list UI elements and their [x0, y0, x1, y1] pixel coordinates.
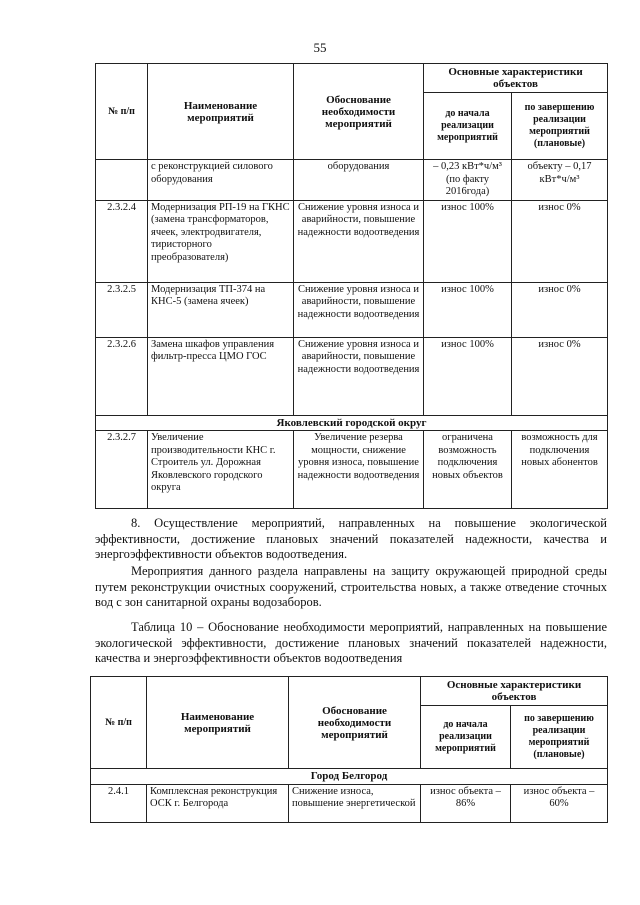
cell-justification: Снижение уровня износа и аварийности, повышение надежности водоотведения: [294, 282, 424, 337]
header-characteristics: Основные характеристики объектов: [421, 677, 608, 706]
cell-after: износ 0%: [512, 282, 608, 337]
cell-before: ограничена возможность подключения новых объектов: [424, 431, 512, 509]
cell-justification: Снижение уровня износа и аварийности, повышение надежности водоотведения: [294, 337, 424, 415]
cell-num: 2.3.2.4: [96, 200, 148, 282]
cell-after: износ объекта – 60%: [511, 784, 608, 822]
cell-justification: Увеличение резерва мощности, снижение уровня износа, повышение надежности водоотведения: [294, 431, 424, 509]
table-caption: Таблица 10 – Обоснование необходимости мероприятий, направленных на повышение экологической эффективности, достижение плановых значений показателей надежности, качества и энергоэффективности объектов водоотведения: [95, 620, 607, 665]
cell-num: 2.3.2.7: [96, 431, 148, 509]
cell-name: Модернизация ТП-374 на КНС-5 (замена ячеек): [148, 282, 294, 337]
cell-before: износ объекта – 86%: [421, 784, 511, 822]
table-row: [96, 431, 608, 509]
cell-after: износ 0%: [512, 200, 608, 282]
cell-justification: Снижение уровня износа и аварийности, повышение надежности водоотведения: [294, 200, 424, 282]
cell-after: возможность для подключения новых абонентов: [512, 431, 608, 509]
cell-name: Модернизация РП-19 на ГКНС (замена трансформаторов, ячеек, электродвигателя, тиристорного преобразователя): [148, 200, 294, 282]
header-after: по завершению реализации мероприятий (плановые): [512, 93, 608, 160]
header-justification: Обоснование необходимости мероприятий: [289, 677, 421, 769]
cell-name: Замена шкафов управления фильтр-пресса ЦМО ГОС: [148, 337, 294, 415]
cell-after: объекту – 0,17 кВт*ч/м³: [512, 160, 608, 201]
section-row: [91, 769, 608, 785]
header-before: до начала реализации мероприятий: [424, 93, 512, 160]
section-title: Яковлевский городской округ: [96, 415, 608, 431]
cell-before: износ 100%: [424, 337, 512, 415]
table-row: [96, 160, 608, 201]
table-row: [96, 282, 608, 337]
cell-name: Комплексная реконструкция ОСК г. Белгорода: [147, 784, 289, 822]
cell-num: [96, 160, 148, 201]
page-number: 55: [313, 40, 327, 55]
cell-before: – 0,23 кВт*ч/м³ (по факту 2016года): [424, 160, 512, 201]
cell-justification: оборудования: [294, 160, 424, 201]
table-row: [96, 337, 608, 415]
cell-num: 2.3.2.5: [96, 282, 148, 337]
header-num: № п/п: [91, 677, 147, 769]
measures-table-continued: [95, 63, 608, 509]
header-after: по завершению реализации мероприятий (плановые): [511, 706, 608, 769]
header-num: № п/п: [96, 64, 148, 160]
section-title: Город Белгород: [91, 769, 608, 785]
header-justification: Обоснование необходимости мероприятий: [294, 64, 424, 160]
cell-num: 2.4.1: [91, 784, 147, 822]
paragraph-measures: Мероприятия данного раздела направлены на защиту окружающей природной среды путем реконструкции очистных сооружений, строительства новых, а также отведение сточных вод с зон санитарной охраны водозаборов.: [95, 564, 607, 609]
table-row: [96, 200, 608, 282]
cell-after: износ 0%: [512, 337, 608, 415]
section-row: [96, 415, 608, 431]
paragraph-8: 8. Осуществление мероприятий, направленных на повышение экологической эффективности, достижение плановых значений показателей надежности, качества и энергоэффективности объектов водоотведения.: [95, 516, 607, 561]
header-characteristics: Основные характеристики объектов: [424, 64, 608, 93]
table-row: [91, 784, 608, 822]
cell-name: с реконструкцией силового оборудования: [148, 160, 294, 201]
header-name: Наименование мероприятий: [147, 677, 289, 769]
header-before: до начала реализации мероприятий: [421, 706, 511, 769]
measures-table-10: [90, 676, 608, 823]
cell-num: 2.3.2.6: [96, 337, 148, 415]
cell-name: Увеличение производительности КНС г. Строитель ул. Дорожная Яковлевского городского округа: [148, 431, 294, 509]
header-name: Наименование мероприятий: [148, 64, 294, 160]
cell-before: износ 100%: [424, 200, 512, 282]
cell-before: износ 100%: [424, 282, 512, 337]
cell-justification: Снижение износа, повышение энергетической: [289, 784, 421, 822]
